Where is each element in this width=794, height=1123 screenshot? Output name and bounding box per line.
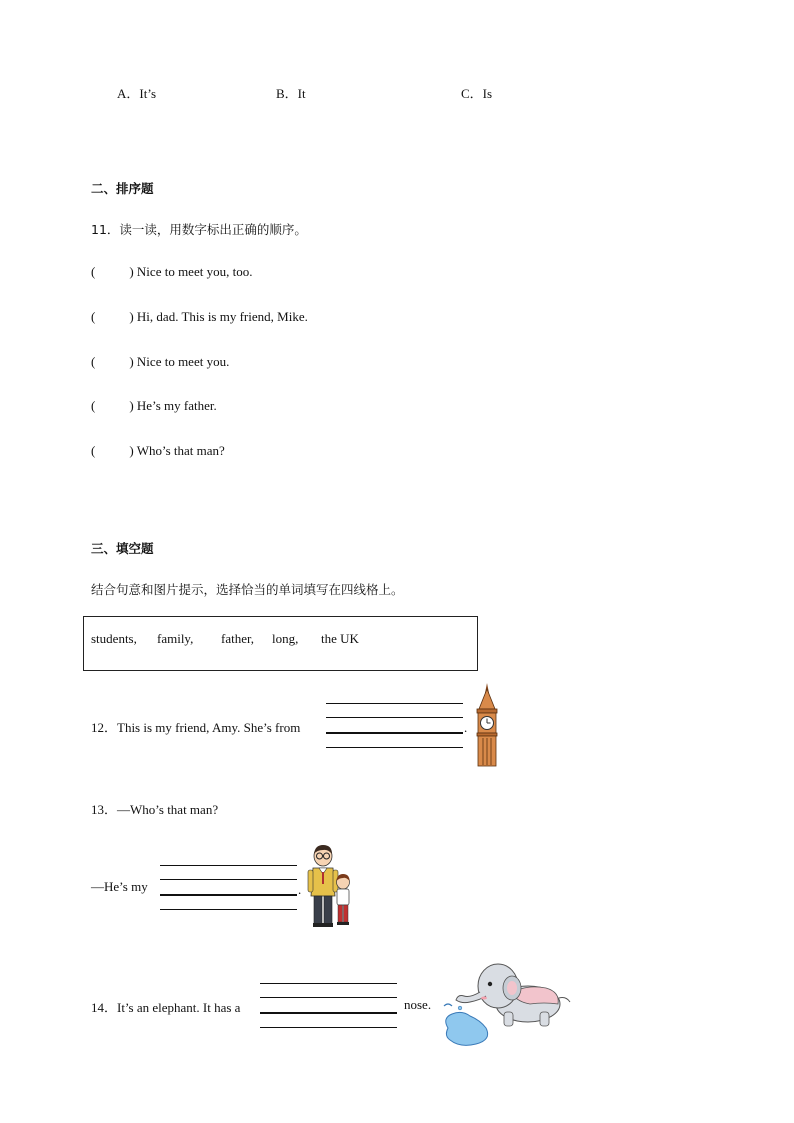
order-item-text: ) Nice to meet you. <box>129 354 230 369</box>
section-3-title: 三、填空题 <box>91 541 154 556</box>
order-item <box>91 309 308 325</box>
word-bank-item: family, <box>157 631 194 646</box>
four-line-grid[interactable] <box>160 865 297 910</box>
q12-period: . <box>464 720 468 735</box>
order-item <box>91 354 229 370</box>
q12-text: 12．This is my friend, Amy. She’s from <box>91 720 301 735</box>
order-item <box>91 398 217 414</box>
paren-open: ( <box>91 264 96 279</box>
paren-open: ( <box>91 398 96 413</box>
word-bank-item: the UK <box>321 631 359 646</box>
option-a: A．It’s <box>117 86 157 101</box>
q13-period: . <box>298 882 302 897</box>
word-bank-item: father, <box>221 631 255 646</box>
order-item-text: ) Who’s that man? <box>129 443 225 458</box>
section-2-title: 二、排序题 <box>91 181 154 196</box>
option-b: B．It <box>276 86 306 101</box>
q14-text: 14．It’s an elephant. It has a <box>91 1000 241 1015</box>
order-item-text: ) He’s my father. <box>129 398 217 413</box>
paren-open: ( <box>91 309 96 324</box>
order-item <box>91 443 225 459</box>
q14-suffix: nose. <box>404 997 432 1012</box>
four-line-grid[interactable] <box>326 703 463 748</box>
word-bank <box>83 616 478 671</box>
elephant-icon <box>440 958 572 1050</box>
four-line-grid[interactable] <box>260 983 397 1028</box>
option-c: C．Is <box>461 86 493 101</box>
order-item <box>91 264 252 280</box>
q11-instruction: 11．读一读，用数字标出正确的顺序。 <box>91 222 307 237</box>
clock-tower-icon <box>474 683 500 767</box>
word-bank-item: students, <box>91 631 137 646</box>
order-item-text: ) Nice to meet you, too. <box>129 264 253 279</box>
paren-open: ( <box>91 354 96 369</box>
paren-open: ( <box>91 443 96 458</box>
q13-question: 13．—Who’s that man? <box>91 802 219 817</box>
section-3-instruction: 结合句意和图片提示，选择恰当的单词填写在四线格上。 <box>91 582 404 597</box>
father-and-son-icon <box>305 844 355 929</box>
word-bank-item: long, <box>272 631 299 646</box>
order-item-text: ) Hi, dad. This is my friend, Mike. <box>129 309 308 324</box>
q13-answer-prefix: —He’s my <box>91 879 148 894</box>
